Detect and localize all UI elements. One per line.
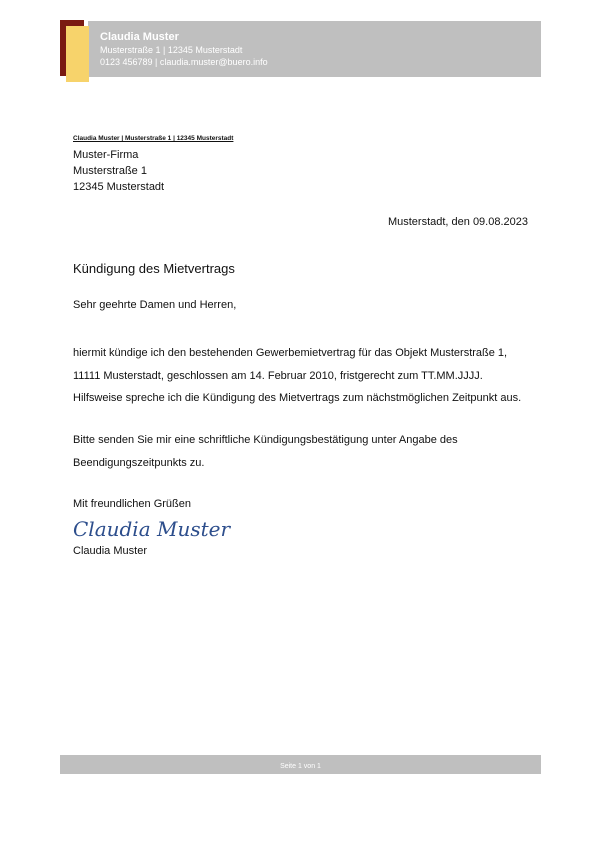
letterhead-contact: 0123 456789 | claudia.muster@buero.info: [100, 57, 268, 67]
sender-return-line: Claudia Muster | Musterstraße 1 | 12345 Musterstadt: [73, 135, 234, 142]
closing-phrase: Mit freundlichen Grüßen: [73, 498, 191, 510]
body-paragraph-1: [73, 342, 521, 410]
recipient-address: [73, 147, 164, 195]
signer-name: Claudia Muster: [73, 545, 147, 557]
date-line: Musterstadt, den 09.08.2023: [387, 216, 528, 228]
letter-subject: Kündigung des Mietvertrags: [73, 261, 235, 276]
body-line: Bitte senden Sie mir eine schriftliche Kündigungsbestätigung unter Angabe des: [73, 434, 458, 446]
letterhead: [100, 30, 268, 68]
handwritten-signature: Claudia Muster: [73, 517, 231, 541]
body-line: Beendigungszeitpunkts zu.: [73, 456, 205, 469]
recipient-company: Muster-Firma: [73, 149, 139, 161]
body-line: 11111 Musterstadt, geschlossen am 14. Februar 2010, fristgerecht zum TT.MM.JJJJ.: [73, 369, 483, 382]
salutation: Sehr geehrte Damen und Herren,: [73, 299, 237, 311]
page-footer: [60, 755, 541, 774]
body-line: Hilfsweise spreche ich die Kündigung des Mietvertrags zum nächstmöglichen Zeitpunkt aus.: [73, 392, 522, 404]
page-number: Seite 1 von 1: [280, 763, 321, 770]
body-paragraph-2: [73, 429, 458, 474]
body-line: hiermit kündige ich den bestehenden Gewerbemietvertrag für das Objekt Musterstraße 1,: [73, 347, 508, 359]
header-accent-yellow: [66, 26, 89, 82]
letterhead-address: Musterstraße 1 | 12345 Musterstadt: [100, 45, 243, 55]
recipient-city: 12345 Musterstadt: [73, 181, 165, 193]
recipient-street: Musterstraße 1: [73, 165, 147, 177]
letterhead-name: Claudia Muster: [100, 31, 179, 43]
